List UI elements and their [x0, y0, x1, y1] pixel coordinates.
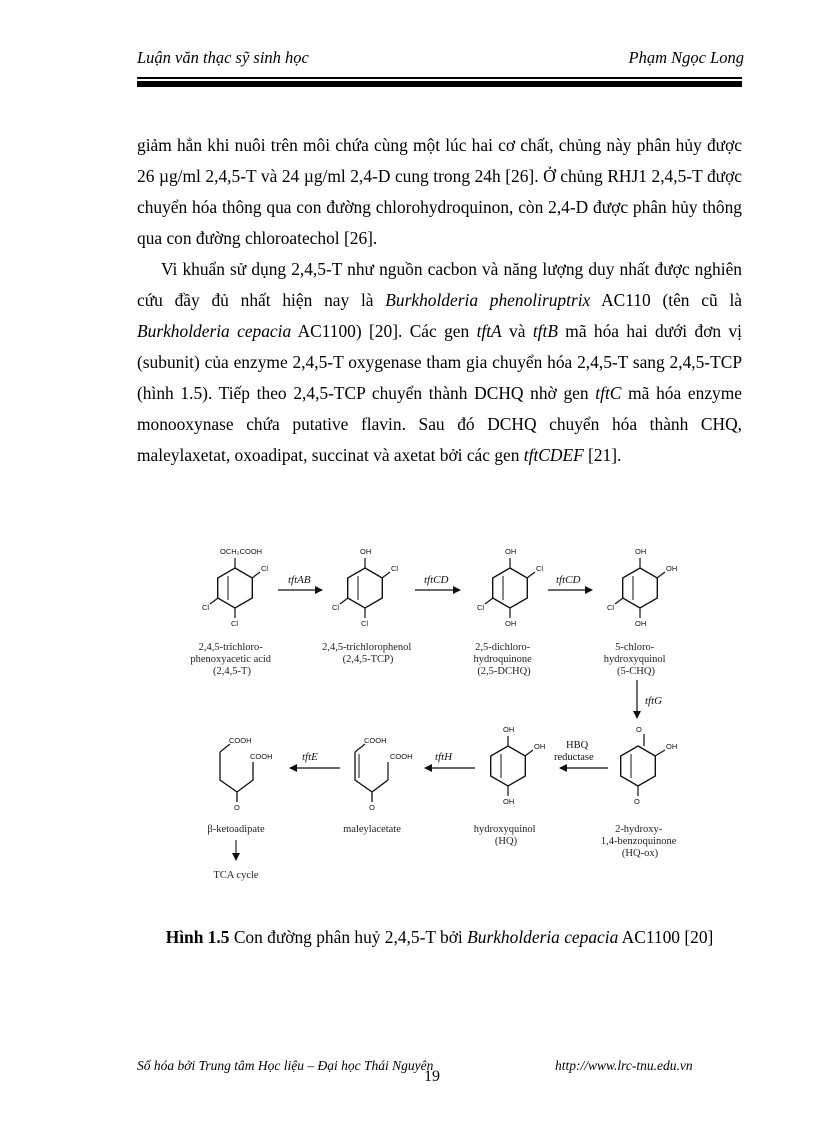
atom-cl: Cl: [477, 603, 485, 612]
footer-url[interactable]: http://www.lrc-tnu.edu.vn: [555, 1058, 693, 1073]
compound-name: β-ketoadipate: [207, 824, 265, 835]
p2-text: và: [501, 321, 533, 341]
atom-oh: OH: [503, 725, 515, 734]
caption-text: AC1100 [20]: [618, 927, 714, 947]
p2-gene: tftB: [532, 321, 558, 341]
atom-cl: Cl: [391, 564, 399, 573]
atom-cl: Cl: [361, 619, 369, 628]
atom-oh: OH: [635, 547, 647, 556]
pathway-diagram: [190, 538, 710, 888]
compound-hq-ox-structure: [621, 725, 678, 806]
atom-cooh: COOH: [364, 736, 387, 745]
gene-label: tftH: [435, 751, 453, 763]
gene-label: tftG: [645, 695, 663, 707]
compound-5-chq-structure: [607, 547, 677, 628]
atom-oh: OH: [534, 742, 546, 751]
compound-beta-ketoadipate-structure: [220, 736, 273, 812]
compound-name: hydroxyquinol (HQ): [473, 824, 536, 847]
compound-2-4-5-t-structure: [202, 547, 268, 628]
compound-2-4-5-tcp-structure: [332, 547, 398, 628]
gene-label: tftE: [302, 751, 318, 763]
atom-o: O: [634, 797, 640, 806]
compound-name: 2,4,5-trichloro- phenoxyacetic acid (2,4,5-T): [190, 642, 272, 677]
gene-label: tftCD: [424, 574, 449, 586]
p2-gene: tftC: [595, 383, 622, 403]
compound-hq-structure: [491, 725, 546, 806]
p2-text: mã hóa enzyme monooxynase chứa putative flavin. Sau đó DCHQ chuyển hóa thành CHQ, maleylaxetat, oxoadipat, succinat và axetat bởi các gen: [137, 383, 742, 465]
atom-oh: OH: [635, 619, 647, 628]
atom-oh: OH: [666, 742, 678, 751]
p2-text: AC110 (tên cũ là: [590, 290, 742, 310]
paragraph-2: [137, 254, 742, 471]
p2-text: mã hóa hai dưới đơn vị (subunit) của enzyme 2,4,5-T oxygenase tham gia chuyển hóa 2,4,5-T sang 2,4,5-TCP (hình 1.5). Tiếp theo 2,4,5-TCP chuyển thành DCHQ nhờ gen: [137, 321, 742, 403]
figure-caption: [137, 927, 742, 948]
atom-side-chain: OCH₂COOH: [220, 547, 263, 556]
atom-o: O: [369, 803, 375, 812]
compound-maleylacetate-structure: [355, 736, 413, 812]
header-rule-thin: [137, 77, 742, 79]
pathway-figure: [190, 538, 710, 888]
compound-name: 2,4,5-trichlorophenol (2,4,5-TCP): [322, 642, 412, 665]
caption-text: Con đường phân huỷ 2,4,5-T bởi: [229, 927, 468, 947]
atom-oh: OH: [503, 797, 515, 806]
atom-cl: Cl: [231, 619, 239, 628]
header-rule-thick: [137, 81, 742, 87]
atom-o: O: [636, 725, 642, 734]
p2-gene: tftA: [476, 321, 502, 341]
gene-label: tftAB: [288, 574, 311, 586]
p2-text: AC1100) [20]. Các gen: [291, 321, 477, 341]
page-header: [137, 48, 744, 70]
atom-oh: OH: [360, 547, 372, 556]
caption-label: Hình 1.5: [165, 927, 230, 947]
compound-name: 2,5-dichloro- hydroquinone (2,5-DCHQ): [473, 642, 532, 677]
atom-cl: Cl: [261, 564, 269, 573]
header-author: Phạm Ngọc Long: [628, 48, 744, 67]
atom-cooh: COOH: [229, 736, 252, 745]
atom-o: O: [234, 803, 240, 812]
atom-oh: OH: [666, 564, 678, 573]
caption-species: Burkholderia cepacia: [467, 927, 619, 947]
p2-species-1: Burkholderia phenoliruptrix: [385, 290, 591, 310]
atom-cooh: COOH: [250, 752, 273, 761]
footer-digitized-by: Số hóa bởi Trung tâm Học liệu – Đại học Thái Nguyên: [137, 1058, 434, 1073]
p2-species-2: Burkholderia cepacia: [137, 321, 292, 341]
atom-cl: Cl: [536, 564, 544, 573]
atom-oh: OH: [505, 619, 517, 628]
compound-2-5-dchq-structure: [477, 547, 543, 628]
atom-cl: Cl: [332, 603, 340, 612]
atom-cooh: COOH: [390, 752, 413, 761]
compound-name: 2-hydroxy- 1,4-benzoquinone (HQ-ox): [600, 824, 677, 859]
paragraph-1: giảm hẳn khi nuôi trên môi chứa cùng một lúc hai cơ chất, chủng này phân hủy được 26 µg/ml 2,4,5-T và 24 µg/ml 2,4-D cung trong 24h [26]. Ở chủng RHJ1 2,4,5-T được chuyển hóa thông qua con đường chlorohydroquinon, còn 2,4-D được phân hủy thông qua con đường chloroatechol [26].: [137, 135, 742, 248]
compound-name: maleylacetate: [343, 824, 401, 835]
p2-text: Vi khuẩn sử dụng 2,4,5-T như nguồn cacbon và năng lượng duy nhất được nghiên cứu đầy đủ nhất hiện nay là: [137, 259, 742, 310]
header-thesis-title: Luận văn thạc sỹ sinh học: [137, 48, 309, 67]
atom-oh: OH: [505, 547, 517, 556]
gene-label: tftCD: [556, 574, 581, 586]
p2-gene: tftCDEF: [523, 445, 584, 465]
enzyme-label: HBQ reductase: [554, 740, 594, 763]
compound-name: 5-chloro- hydroxyquinol (5-CHQ): [603, 642, 666, 677]
body-text: [137, 130, 742, 471]
tca-cycle-label: TCA cycle: [213, 870, 259, 881]
atom-cl: Cl: [607, 603, 615, 612]
p2-text: [21].: [583, 445, 622, 465]
atom-cl: Cl: [202, 603, 210, 612]
page-number: 19: [424, 1068, 440, 1085]
